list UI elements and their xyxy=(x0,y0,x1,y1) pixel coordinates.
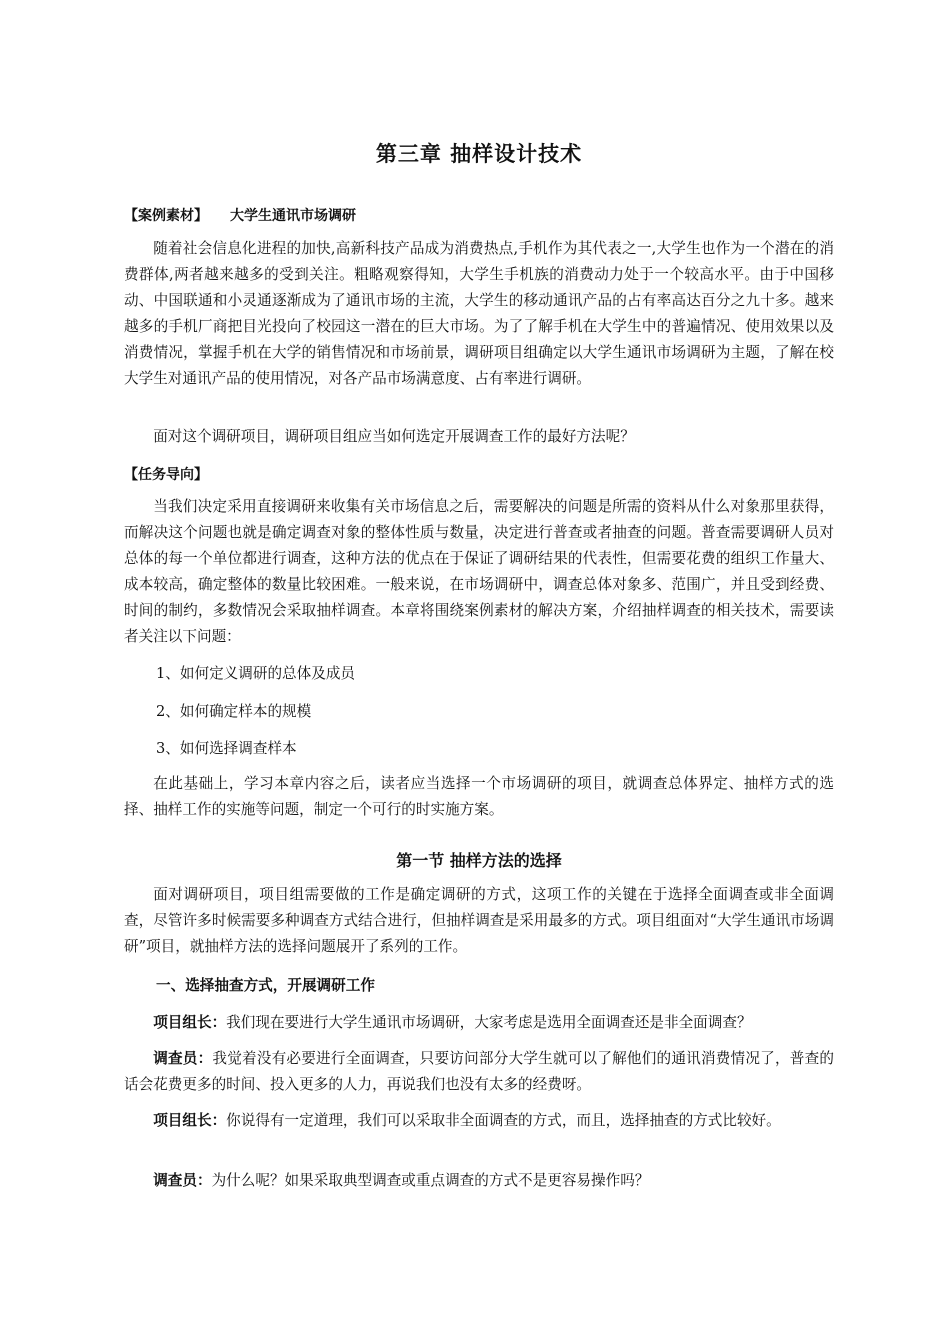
speaker-label: 项目组长： xyxy=(153,1112,227,1129)
dialogue-line xyxy=(124,1046,834,1098)
case-heading xyxy=(124,205,356,225)
speaker-label: 调查员： xyxy=(153,1050,213,1067)
dialogue-text: 我们现在要进行大学生通讯市场调研，大家考虑是选用全面调查还是非全面调查？ xyxy=(226,1014,752,1031)
subsection-title: 一、选择抽查方式，开展调研工作 xyxy=(156,977,375,994)
speaker-label: 调查员： xyxy=(153,1172,212,1189)
summary-paragraph: 在此基础上，学习本章内容之后，读者应当选择一个市场调研的项目，就调查总体界定、抽样方式的选择、抽样工作的实施等问题，制定一个可行的时实施方案。 xyxy=(124,775,834,818)
question-item: 1、如何定义调研的总体及成员 xyxy=(156,665,356,682)
dialogue-line xyxy=(124,1010,834,1036)
section-paragraph: 面对调研项目，项目组需要做的工作是确定调研的方式，这项工作的关键在于选择全面调查或非全面调查，尽管许多时候需要多种调查方式结合进行，但抽样调查是采用最多的方式。项目组面对“大学生通讯市场调研”项目，就抽样方法的选择问题展开了系列的工作。 xyxy=(124,886,834,955)
task-label: 【任务导向】 xyxy=(124,467,208,483)
dialogue-line xyxy=(124,1168,834,1194)
speaker-label: 项目组长： xyxy=(153,1014,227,1031)
question-item: 3、如何选择调查样本 xyxy=(156,740,297,757)
case-paragraph-2: 面对这个调研项目，调研项目组应当如何选定开展调查工作的最好方法呢？ xyxy=(153,428,635,445)
dialogue-text: 你说得有一定道理，我们可以采取非全面调查的方式，而且，选择抽查的方式比较好。 xyxy=(226,1112,781,1129)
question-item: 2、如何确定样本的规模 xyxy=(156,703,312,720)
dialogue-line xyxy=(124,1108,834,1134)
case-paragraph-1: 随着社会信息化进程的加快,高新科技产品成为消费热点,手机作为其代表之一,大学生也作为一个潜在的消费群体,两者越来越多的受到关注。粗略观察得知，大学生手机族的消费动力处于一个较高水平。由于中国移动、中国联通和小灵通逐渐成为了通讯市场的主流，大学生的移动通讯产品的占有率高达百分之九十多。越来越多的手机厂商把目光投向了校园这一潜在的巨大市场。为了了解手机在大学生中的普遍情况、使用效果以及消费情况，掌握手机在大学的销售情况和市场前景，调研项目组确定以大学生通讯市场调研为主题，了解在校大学生对通讯产品的使用情况，对各产品市场满意度、占有率进行调研。 xyxy=(124,240,834,387)
task-paragraph: 当我们决定采用直接调研来收集有关市场信息之后，需要解决的问题是所需的资料从什么对象那里获得，而解决这个问题也就是确定调查对象的整体性质与数量，决定进行普查或者抽查的问题。普查需要调研人员对总体的每一个单位都进行调查，这种方法的优点在于保证了调研结果的代表性，但需要花费的组织工作量大、成本较高，确定整体的数量比较困难。一般来说，在市场调研中，调查总体对象多、范围广，并且受到经费、时间的制约，多数情况会采取抽样调查。本章将围绕案例素材的解决方案，介绍抽样调查的相关技术，需要读者关注以下问题： xyxy=(124,498,834,645)
section-title: 第一节 抽样方法的选择 xyxy=(396,851,562,870)
case-label: 【案例素材】 xyxy=(124,208,208,224)
dialogue-text: 为什么呢？如果采取典型调查或重点调查的方式不是更容易操作吗？ xyxy=(211,1172,650,1189)
chapter-title: 第三章 抽样设计技术 xyxy=(375,142,583,166)
case-title: 大学生通讯市场调研 xyxy=(230,208,356,224)
dialogue-text: 我觉着没有必要进行全面调查，只要访问部分大学生就可以了解他们的通讯消费情况了，普查的话会花费更多的时间、投入更多的人力，再说我们也没有太多的经费呀。 xyxy=(124,1050,834,1093)
